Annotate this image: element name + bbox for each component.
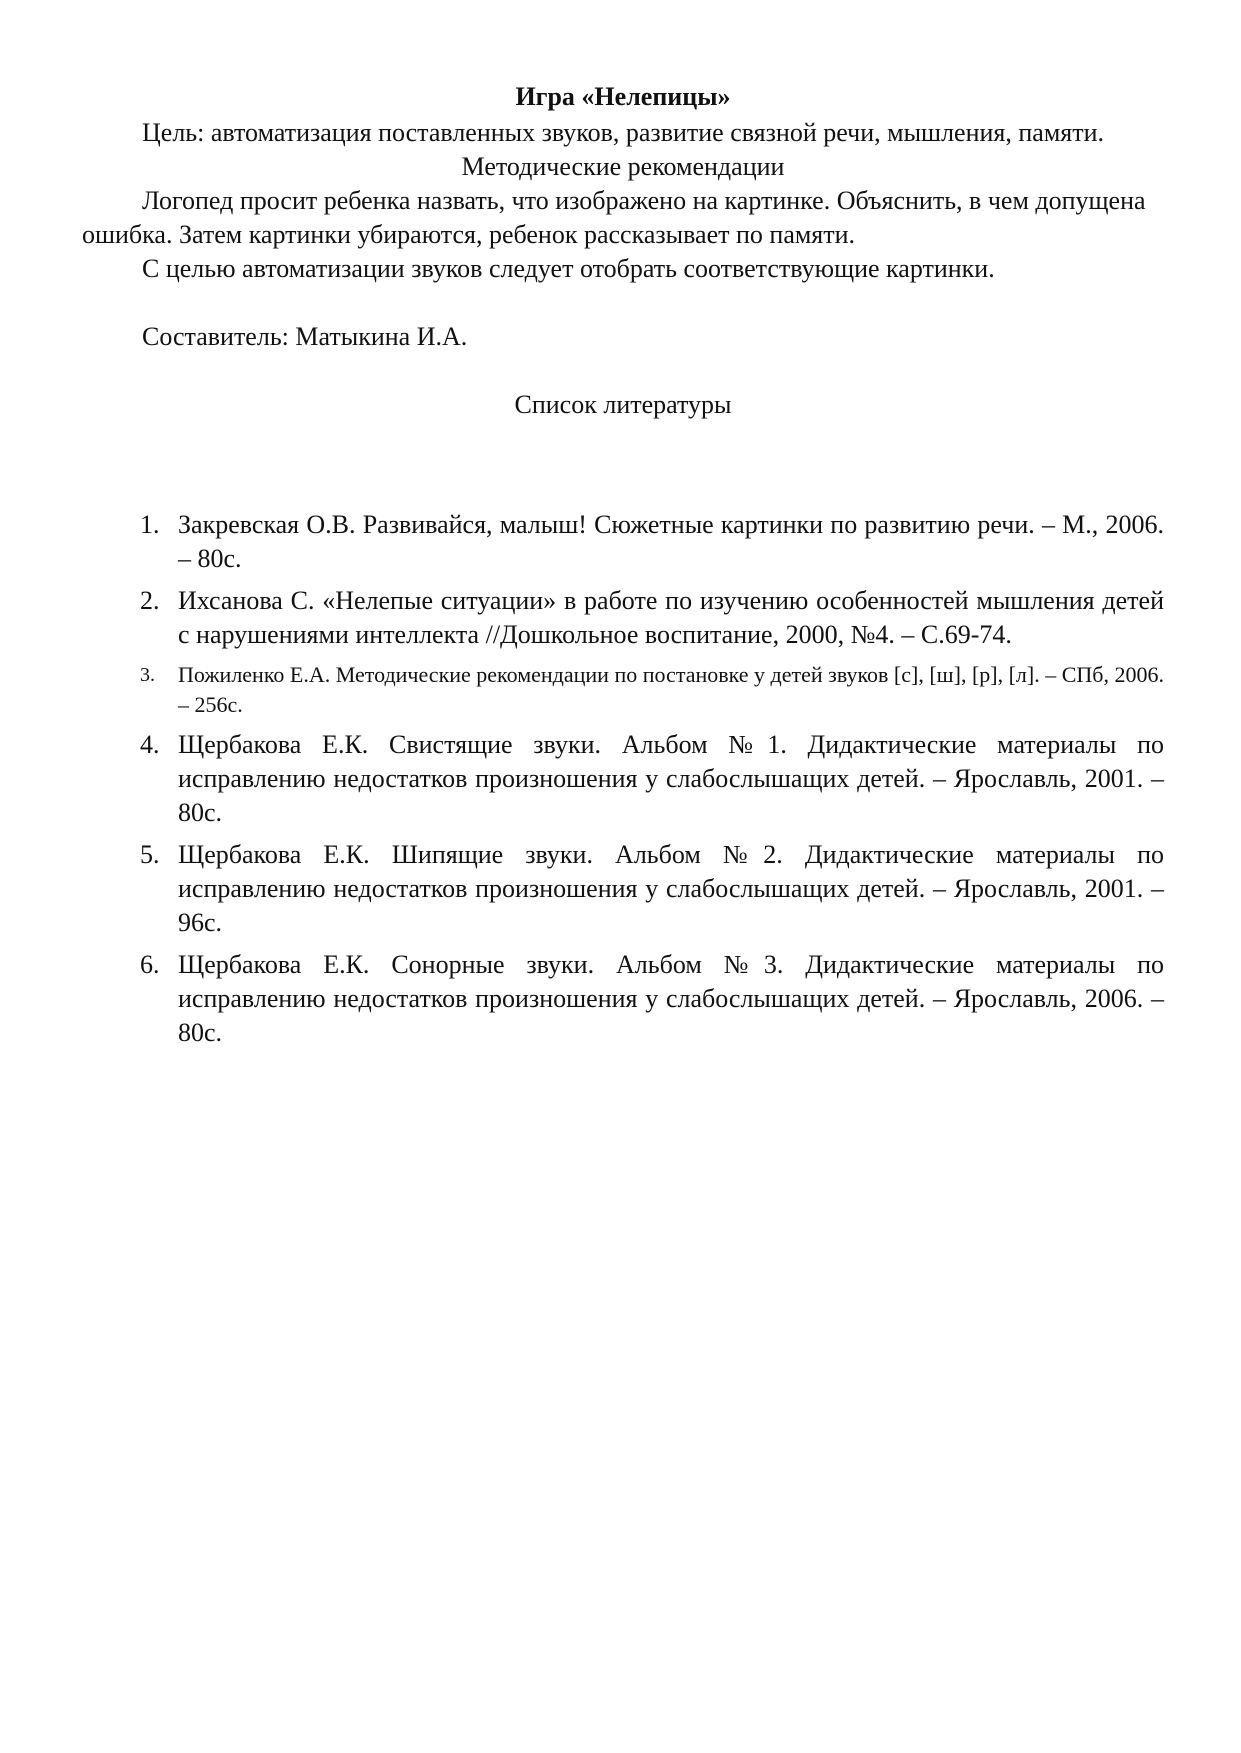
document-title: Игра «Нелепицы» [515, 82, 731, 111]
author-line: Составитель: Матыкина И.А. [142, 322, 468, 351]
reference-item [82, 728, 1164, 830]
methods-heading: Методические рекомендации [461, 152, 785, 181]
reference-text: Закревская О.В. Развивайся, малыш! Сюжетные картинки по развитию речи. – М., 2006. – 80с. [178, 510, 1164, 573]
reference-text: Щербакова Е.К. Сонорные звуки. Альбом №3. Дидактические материалы по исправлению недостатков произношения у слабослышащих детей. – Ярославль, 2006. – 80с. [178, 950, 1164, 1047]
document-page [82, 82, 1164, 1058]
methods-paragraph-1: Логопед просит ребенка назвать, что изображено на картинке. Объяснить, в чем допущена ошибка. Затем картинки убираются, ребенок рассказывает по памяти. [82, 186, 1146, 249]
reference-text: Ихсанова С. «Нелепые ситуации» в работе по изучению особенностей мышления детей с нарушениями интеллекта //Дошкольное воспитание, 2000, №4. – С.69-74. [178, 586, 1164, 649]
reference-item [82, 508, 1164, 576]
literature-heading: Список литературы [514, 390, 732, 419]
reference-list [82, 508, 1164, 1050]
methods-paragraph-2: С целью автоматизации звуков следует отобрать соответствующие картинки. [142, 254, 995, 283]
reference-number: 2. [140, 586, 160, 615]
reference-text: Щербакова Е.К. Свистящие звуки. Альбом №1. Дидактические материалы по исправлению недостатков произношения у слабослышащих детей. – Ярославль, 2001. – 80с. [178, 730, 1164, 827]
reference-text: Пожиленко Е.А. Методические рекомендации по постановке у детей звуков [с], [ш], [р], [л]. – СПб, 2006. – 256с. [178, 662, 1164, 717]
reference-number: 1. [140, 510, 160, 539]
reference-item [82, 838, 1164, 940]
reference-item [82, 948, 1164, 1050]
reference-item [82, 660, 1164, 720]
reference-text: Щербакова Е.К. Шипящие звуки. Альбом №2. Дидактические материалы по исправлению недостатков произношения у слабослышащих детей. – Ярославль, 2001. – 96с. [178, 840, 1164, 937]
reference-number: 5. [140, 840, 160, 869]
reference-number: 6. [140, 950, 160, 979]
goal-paragraph: Цель: автоматизация поставленных звуков, развитие связной речи, мышления, памяти. [142, 118, 1105, 147]
reference-number: 3. [140, 664, 155, 686]
reference-item [82, 584, 1164, 652]
reference-number: 4. [140, 730, 160, 759]
